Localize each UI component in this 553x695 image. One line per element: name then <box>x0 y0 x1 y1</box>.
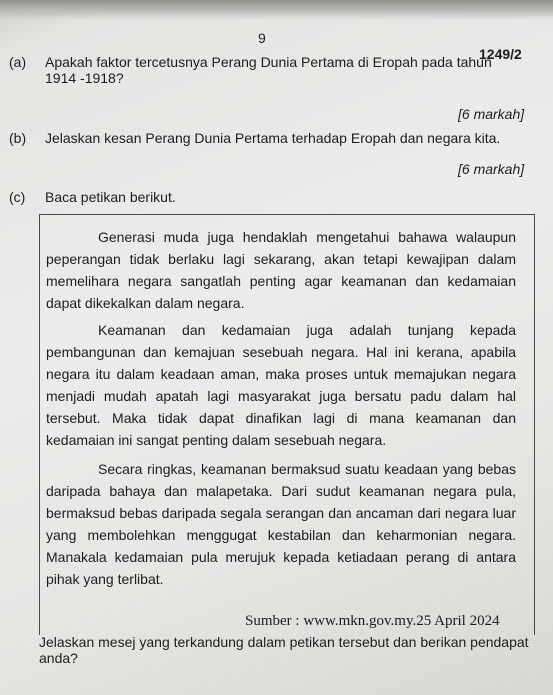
passage-box <box>39 214 535 635</box>
passage-source: Sumber : www.mkn.gov.my.25 April 2024 <box>245 613 500 629</box>
question-b-text: Jelaskan kesan Perang Dunia Pertama terhadap Eropah dan negara kita. <box>45 130 501 146</box>
question-b-marks: [6 markah] <box>458 161 525 177</box>
top-edge-shadow <box>0 0 553 20</box>
question-b-label: (b) <box>9 130 27 146</box>
question-a-text: Apakah faktor tercetusnya Perang Dunia Pertama di Eropah pada tahun 1914 -1918? <box>45 54 492 86</box>
paper-code: 1249/2 <box>479 46 522 62</box>
page-number: 9 <box>258 30 266 46</box>
question-a-marks: [6 markah] <box>458 106 525 122</box>
question-c-prompt: Jelaskan mesej yang terkandung dalam petikan tersebut dan berikan pendapat anda? <box>39 634 529 666</box>
passage-paragraph-1: Generasi muda juga hendaklah mengetahui bahawa walaupun peperangan tidak berlaku lagi sekarang, akan tetapi kewajipan dalam memelihara negara sangatlah penting agar keamanan dan kedamaian dapat dikekalkan dalam negara. <box>46 229 516 311</box>
passage-paragraph-2: Keamanan dan kedamaian juga adalah tunjang kepada pembangunan dan kemajuan sesebuah negara. Hal ini kerana, apabila negara itu dalam keadaan aman, maka proses untuk memajukan negara menjadi mudah apatah lagi masyarakat juga bersatu padu dalam hal tersebut. Maka tidak dapat dinafikan lagi di mana keamanan dan kedamaian ini sangat penting dalam sesebuah negara. <box>46 322 516 448</box>
question-c-label: (c) <box>9 189 26 205</box>
passage-paragraph-3: Secara ringkas, keamanan bermaksud suatu keadaan yang bebas daripada bahaya dan malapetaka. Dari sudut keamanan negara pula, bermaksud bebas daripada segala serangan dan ancaman dari negara luar yang membolehkan menggugat kestabilan dan keharmonian negara. Manakala kedamaian pula merujuk kepada ketiadaan perang di antara pihak yang terlibat. <box>46 461 516 587</box>
question-a-label: (a) <box>9 54 27 70</box>
question-c-text: Baca petikan berikut. <box>45 189 176 205</box>
